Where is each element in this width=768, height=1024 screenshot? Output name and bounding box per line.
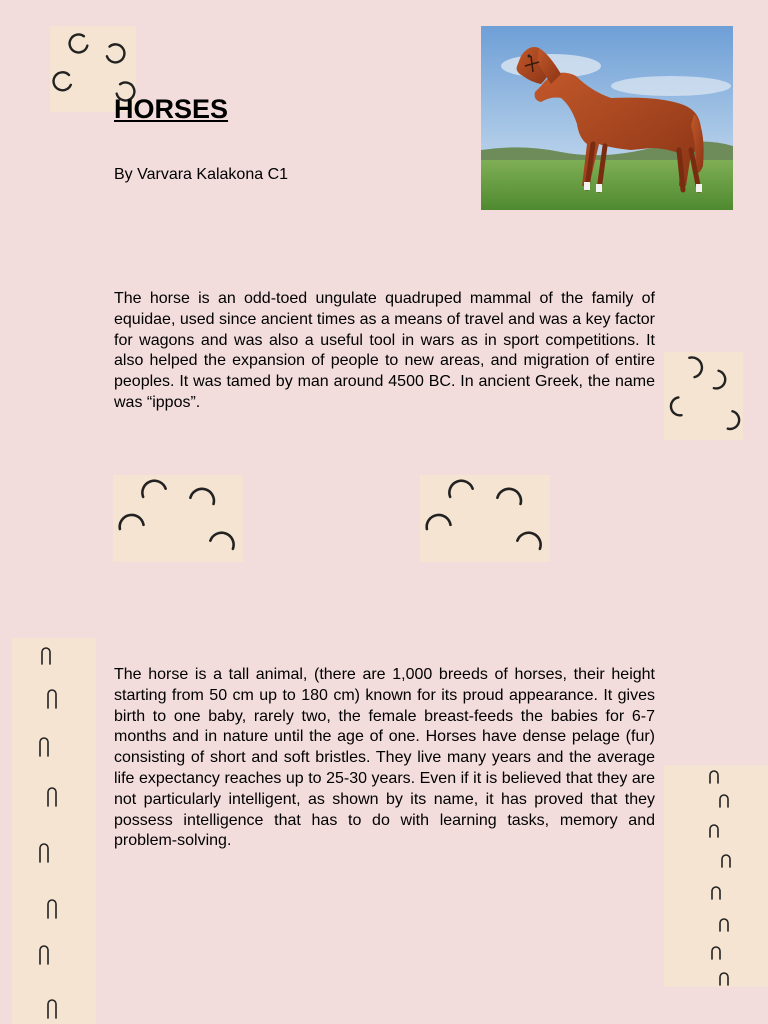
horseshoe-icon-group [664, 765, 768, 987]
horseshoe-icon-group [664, 352, 743, 440]
paragraph-description: The horse is a tall animal, (there are 1,000 breeds of horses, their height starting from 50 cm up to 180 cm) known for its proud appearance. It gives birth to one baby, rarely two, the female breast-feeds the babies for 6-7 months and in nature until the age of one. Horses have dense pelage (fur) consisting of short and soft bristles. They live many years and the average life expectancy reaches up to 25-30 years. Even if it is believed that they are not particularly intelligent, as shown by its name, it has proved that they possess intelligence that has to do with learning tasks, memory and problem-solving. [114, 666, 655, 850]
horseshoe-strip-left [12, 638, 96, 1024]
horseshoe-icon-group [12, 638, 96, 1024]
horseshoe-icon-group [113, 475, 243, 562]
author-byline: By Varvara Kalakona C1 [114, 166, 289, 183]
horseshoe-icon-group [420, 475, 550, 562]
chestnut-horse-photo [481, 26, 733, 210]
horseshoe-tile-middle-right [420, 475, 550, 562]
horseshoe-strip-right [664, 765, 768, 987]
horseshoe-tile-middle-left [113, 475, 243, 562]
document-title: HORSES [114, 94, 229, 124]
paragraph-intro: The horse is an odd-toed ungulate quadruped mammal of the family of equidae, used since ancient times as a means of travel and was a key factor for wagons and was also a useful tool in wars as in sport competitions. It also helped the expansion of people to new areas, and migration of entire peoples. It was tamed by man around 4500 BC. In ancient Greek, the name was “ippos”. [114, 290, 655, 411]
horse-photo [481, 26, 733, 210]
horseshoe-tile-right-middle [664, 352, 743, 440]
